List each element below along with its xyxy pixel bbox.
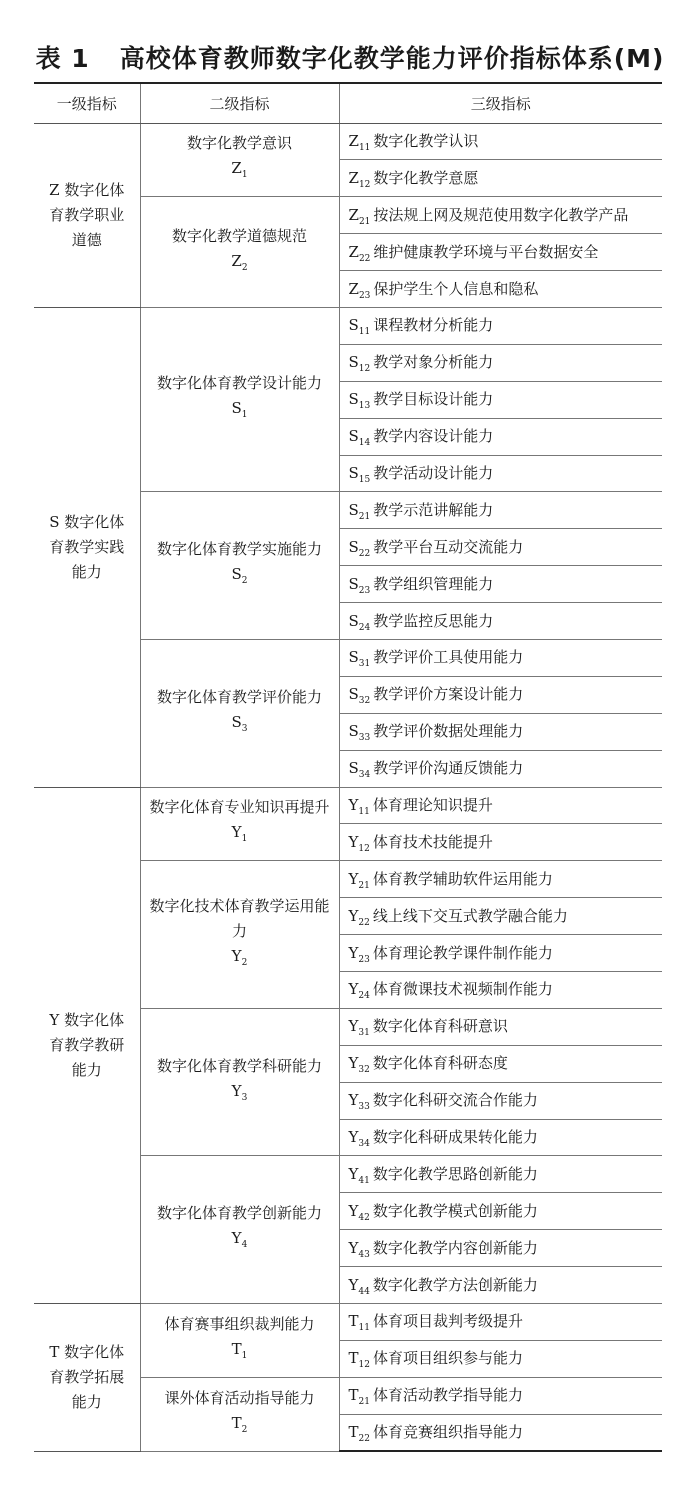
level3-code-letter: Y [348,906,359,925]
level2-code [147,710,333,742]
level1-cell: S 数字化体育教学实践能力 [34,307,140,787]
level3-cell [339,676,662,713]
level3-code-letter: S [348,537,359,556]
level1-cell: T 数字化体育教学拓展能力 [34,1304,140,1452]
level3-cell [339,1156,662,1193]
table-row [34,1304,662,1341]
level2-name: 数字化体育教学评价能力 [156,687,322,706]
level3-code-sub: 23 [358,290,371,301]
level3-code-letter: Z [348,168,359,187]
level2-code [147,1337,333,1369]
level3-code-sub: 31 [358,659,371,670]
level3-code-letter: Z [348,205,359,224]
level3-code-letter: S [348,500,359,519]
level2-code-letter: S [231,712,242,731]
level3-code-letter: Y [348,1201,359,1220]
level3-code-sub: 32 [358,1065,370,1076]
level3-text: 教学组织管理能力 [373,574,494,593]
table-row [34,307,662,344]
table-title [0,0,700,72]
level3-text: 按法规上网及规范使用数字化教学产品 [373,205,629,224]
level3-code-sub: 13 [358,401,371,412]
level3-cell [339,197,662,234]
level3-cell [339,529,662,566]
level3-code-sub: 33 [358,1102,370,1113]
level3-code-sub: 22 [358,253,371,264]
level2-code-sub: 3 [241,1092,248,1103]
level3-code-letter: Y [348,869,359,888]
level3-code-letter: Y [348,1091,359,1110]
level2-code-sub: 2 [241,1424,248,1435]
level3-code-sub: 23 [358,954,370,965]
level3-text: 数字化科研成果转化能力 [372,1127,538,1146]
level3-code-sub: 11 [358,327,371,338]
level3-text: 体育活动教学指导能力 [372,1386,523,1405]
level3-cell [339,750,662,787]
level3-code-sub: 21 [358,511,371,522]
level3-code-letter: T [348,1422,359,1441]
level3-text: 教学目标设计能力 [373,390,494,409]
level3-cell [339,307,662,344]
level2-code-letter: T [231,1413,242,1432]
level3-code-letter: Y [348,1127,359,1146]
level3-code-sub: 14 [358,438,371,449]
level2-cell [140,307,339,491]
level3-cell [339,1340,662,1377]
level3-cell [339,1119,662,1156]
level3-cell [339,418,662,455]
level3-text: 教学监控反思能力 [373,611,494,630]
level3-text: 教学示范讲解能力 [373,500,494,519]
level2-code-letter: T [231,1339,242,1358]
header-level2: 二级指标 [140,83,339,123]
level2-name: 数字化体育教学实施能力 [156,540,322,559]
level2-name: 数字化教学道德规范 [171,226,307,245]
level3-text: 课程教材分析能力 [373,316,494,335]
level3-code-sub: 24 [358,991,370,1002]
level2-name: 数字化体育教学创新能力 [156,1204,322,1223]
level2-name: 课外体育活动指导能力 [164,1388,315,1407]
level3-code-letter: S [348,611,359,630]
level2-cell [140,639,339,787]
level3-cell [339,1008,662,1045]
level2-code-letter: Y [231,946,242,965]
level3-code-letter: T [348,1349,359,1368]
level2-cell [140,1008,339,1156]
level3-code-letter: T [348,1386,359,1405]
level3-cell [339,492,662,529]
level3-cell [339,603,662,640]
level2-code-letter: Y [231,1081,242,1100]
level2-name: 数字化体育专业知识再提升 [149,798,330,817]
level3-text: 体育竞赛组织指导能力 [372,1422,523,1441]
table-title-text: 高校体育教师数字化教学能力评价指标体系(M) [119,44,665,73]
level3-text: 教学评价沟通反馈能力 [373,759,524,778]
level3-code-sub: 12 [358,364,371,375]
level2-cell [140,123,339,197]
table-row [34,787,662,824]
level3-cell [339,1414,662,1451]
level3-text: 数字化教学内容创新能力 [372,1238,538,1257]
level3-cell [339,1193,662,1230]
level3-code-sub: 21 [358,1397,370,1408]
level3-code-sub: 23 [358,585,371,596]
level2-code-sub: 1 [241,834,248,845]
level3-code-letter: Y [348,1164,359,1183]
level2-code-sub: 1 [241,410,248,421]
level3-text: 体育理论教学课件制作能力 [372,943,553,962]
level3-text: 体育教学辅助软件运用能力 [372,869,553,888]
level3-text: 数字化教学认识 [373,131,479,150]
level3-text: 体育理论知识提升 [372,795,493,814]
level3-code-sub: 12 [358,1360,370,1371]
level3-cell [339,935,662,972]
level3-text: 保护学生个人信息和隐私 [373,279,539,298]
level3-cell [339,1045,662,1082]
level2-cell [140,787,339,861]
level3-code-sub: 42 [358,1212,370,1223]
level3-text: 数字化教学思路创新能力 [372,1164,538,1183]
level3-text: 教学活动设计能力 [373,463,494,482]
level2-code [147,156,333,188]
level2-code-sub: 1 [241,1350,248,1361]
level3-code-letter: Z [348,131,359,150]
level2-code-sub: 1 [241,170,248,181]
level1-cell: Y 数字化体育教学教研能力 [34,787,140,1303]
level3-cell [339,861,662,898]
level2-code-letter: Y [231,823,242,842]
level2-code [147,820,333,852]
level3-code-letter: Y [348,832,359,851]
level3-cell [339,234,662,271]
level3-code-letter: S [348,648,359,667]
level3-text: 数字化教学模式创新能力 [372,1201,538,1220]
level3-cell [339,1304,662,1341]
level2-code-letter: S [231,565,242,584]
level3-code-sub: 21 [358,880,370,891]
level3-text: 维护健康教学环境与平台数据安全 [373,242,599,261]
level2-code [147,1079,333,1111]
level3-code-letter: Y [348,1017,359,1036]
level3-cell [339,1082,662,1119]
level2-code [147,396,333,428]
level3-code-sub: 11 [358,1323,370,1334]
level2-code-sub: 2 [241,576,248,587]
level3-cell [339,566,662,603]
level3-text: 教学平台互动交流能力 [373,537,524,556]
level3-code-sub: 22 [358,917,370,928]
level3-text: 教学评价工具使用能力 [373,648,524,667]
level3-code-letter: Y [348,795,359,814]
level3-text: 体育技术技能提升 [372,832,493,851]
level2-code [147,1226,333,1258]
level3-cell [339,160,662,197]
level3-code-sub: 34 [358,770,371,781]
level2-cell [140,492,339,640]
level3-code-letter: Y [348,943,359,962]
level2-code-sub: 4 [241,1240,248,1251]
level3-code-sub: 15 [358,474,371,485]
level3-text: 教学内容设计能力 [373,427,494,446]
level3-cell [339,824,662,861]
level3-text: 数字化教学意愿 [373,168,479,187]
level3-code-sub: 31 [358,1028,370,1039]
level3-text: 数字化体育科研意识 [372,1017,508,1036]
level3-code-sub: 34 [358,1138,370,1149]
level3-text: 数字化科研交流合作能力 [372,1091,538,1110]
header-row [34,83,662,123]
level3-text: 数字化体育科研态度 [372,1054,508,1073]
level3-code-letter: T [348,1312,359,1331]
level3-code-letter: Y [348,980,359,999]
level3-code-letter: S [348,316,359,335]
level2-cell [140,1156,339,1304]
level3-code-letter: S [348,685,359,704]
level2-code [147,249,333,281]
level3-cell [339,1377,662,1414]
level3-code-letter: Y [348,1275,359,1294]
level2-code-sub: 2 [241,957,248,968]
level3-text: 体育项目组织参与能力 [372,1349,523,1368]
level3-code-letter: S [348,574,359,593]
header-level3: 三级指标 [339,83,662,123]
level3-code-letter: S [348,722,359,741]
level3-cell [339,344,662,381]
level3-cell [339,123,662,160]
level3-code-sub: 43 [358,1249,370,1260]
level3-code-sub: 22 [358,1433,370,1444]
level3-cell [339,639,662,676]
level3-code-letter: S [348,427,359,446]
level3-code-letter: S [348,759,359,778]
table-body [34,123,662,1451]
level3-code-sub: 11 [358,806,370,817]
level2-cell [140,1377,339,1451]
level2-code-sub: 3 [241,723,248,734]
level3-code-sub: 32 [358,696,371,707]
level3-code-letter: S [348,390,359,409]
table-number: 表 1 [35,44,90,73]
level3-cell [339,455,662,492]
level1-cell: Z 数字化体育教学职业道德 [34,123,140,307]
level3-code-sub: 11 [358,142,371,153]
level2-code-letter: Z [231,159,242,178]
level2-cell [140,1304,339,1378]
level2-cell [140,861,339,1009]
level3-text: 教学评价方案设计能力 [373,685,524,704]
level3-cell [339,271,662,308]
level3-code-sub: 22 [358,548,371,559]
level3-cell [339,971,662,1008]
level2-name: 数字化技术体育教学运用能力 [149,896,330,940]
level2-code [147,562,333,594]
indicator-table [34,82,662,1452]
level2-code-letter: Z [231,251,242,270]
level2-name: 数字化体育教学科研能力 [156,1056,322,1075]
level3-code-sub: 24 [358,622,371,633]
level3-code-sub: 44 [358,1286,370,1297]
level3-cell [339,381,662,418]
header-level1: 一级指标 [34,83,140,123]
level2-code-letter: S [231,399,242,418]
level3-text: 教学评价数据处理能力 [373,722,524,741]
level3-code-letter: S [348,463,359,482]
level2-code-letter: Y [231,1229,242,1248]
level3-code-letter: Y [348,1054,359,1073]
level3-code-letter: Y [348,1238,359,1257]
level2-code-sub: 2 [241,262,248,273]
level3-text: 体育项目裁判考级提升 [372,1312,523,1331]
level2-cell [140,197,339,308]
level3-code-sub: 12 [358,843,370,854]
level3-code-sub: 21 [358,216,371,227]
level3-code-sub: 33 [358,733,371,744]
level3-text: 数字化教学方法创新能力 [372,1275,538,1294]
level2-code [147,944,333,976]
level3-text: 教学对象分析能力 [373,353,494,372]
level3-code-letter: Z [348,242,359,261]
level3-code-sub: 12 [358,179,371,190]
level3-cell [339,898,662,935]
level3-cell [339,713,662,750]
level2-code [147,1411,333,1443]
level3-code-sub: 41 [358,1175,370,1186]
level2-name: 体育赛事组织裁判能力 [164,1314,315,1333]
level3-cell [339,1230,662,1267]
level3-cell [339,1267,662,1304]
level3-text: 线上线下交互式教学融合能力 [372,906,568,925]
level3-code-letter: S [348,353,359,372]
table-row [34,123,662,160]
level2-name: 数字化体育教学设计能力 [156,374,322,393]
level3-text: 体育微课技术视频制作能力 [372,980,553,999]
level2-name: 数字化教学意识 [186,134,292,153]
level3-code-letter: Z [348,279,359,298]
level3-cell [339,787,662,824]
